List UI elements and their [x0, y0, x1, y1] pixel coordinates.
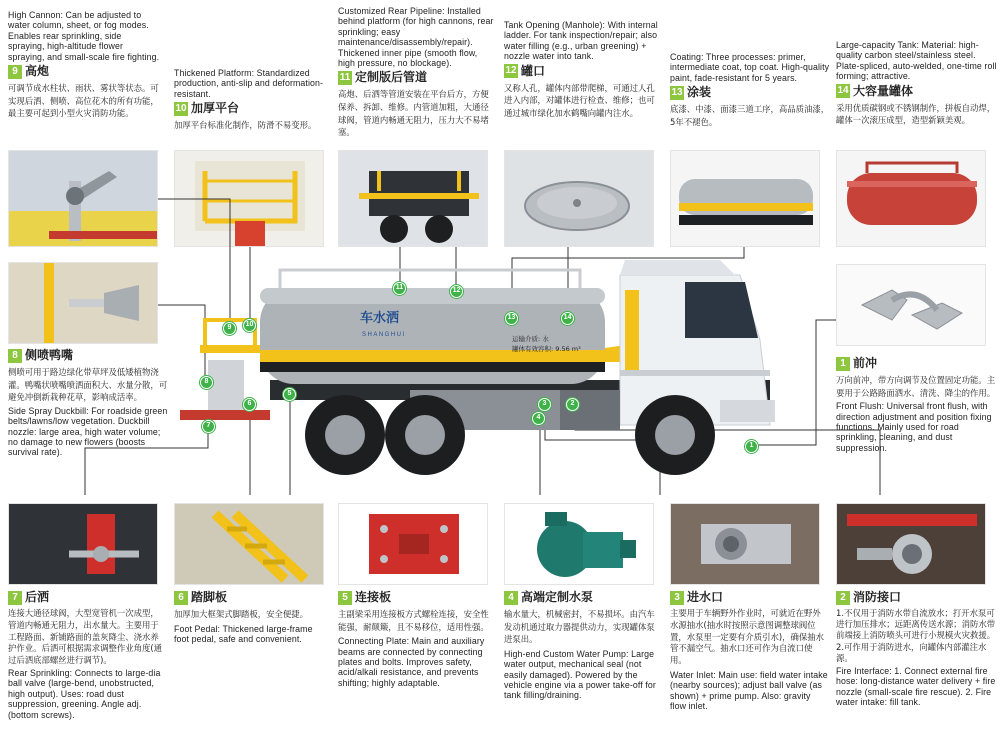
feature-11-en: Customized Rear Pipeline: Installed behind platform (for high cannons, rear sprinkling; easy maintenance/disassembly/repair). Thickened inner pipe (smooth flow, high pressure, no blockage).: [338, 6, 494, 69]
callout-dot-2: 2: [566, 398, 579, 411]
callout-dot-11: 11: [393, 282, 406, 295]
callout-dot-8: 8: [200, 376, 213, 389]
feature-3-en: Water Inlet: Main use: field water intake (nearby sources); adjust ball valve (as shown) + prime pump. Also: gravity flow inlet.: [670, 669, 828, 712]
tank-brand-cn: 车水洒: [360, 311, 400, 326]
feature-2: [836, 588, 998, 708]
feature-3-cn: 主要用于车辆野外作业时，可就近在野外水源抽水(抽水时按照示意图调整球阀位置，水泵里一定要有介质引水)，确保抽水管不漏空气。抽水口还可作为自流口使用。: [670, 608, 825, 666]
callout-dot-13: 13: [505, 312, 518, 325]
feature-5-title: 连接板: [355, 590, 392, 604]
fire-interface-illustration: [837, 504, 986, 585]
callout-dot-1: 1: [745, 440, 758, 453]
feature-10-cn: 加厚平台标准化制作，防滑不易变形。: [174, 120, 317, 131]
feature-14-cn: 采用优质碳钢或不锈钢制作，拼板自动焊，罐体一次滚压成型，造型新颖美观。: [836, 102, 996, 126]
tank-brand-en: SHANGHUI: [362, 332, 406, 338]
feature-8-en: Side Spray Duckbill: For roadside green belts/lawns/low vegetation. Duckbill nozzle: large area, high water volume; no damage to new flowers (boosts survival rate).: [8, 405, 168, 458]
feature-4: [504, 588, 660, 701]
feature-11-title: 定制版后管道: [355, 70, 428, 85]
photo-connecting-plate: [338, 503, 488, 585]
feature-9-cn: 可调节成水柱状、雨状、雾状等状态。可实现后洒、侧喷、高位花木的所有功能，最主要可起到小型火灾消防功能。: [8, 83, 159, 119]
feature-2-title: 消防接口: [853, 590, 902, 604]
callout-dot-10: 10: [243, 319, 256, 332]
feature-8-title: 侧喷鸭嘴: [25, 348, 74, 362]
callout-dot-9: 9: [223, 322, 236, 335]
feature-2-cn: 1.不仅用于消防水带自流放水；打开水泵可进行加压排水；远距离传送水源；消防水带前端接上消防喷头可进行小规模火灾救援。2.可作用于消防进水，向罐体内部灌注水源。: [836, 608, 996, 663]
water-inlet-illustration: [671, 504, 820, 585]
feature-8-number: 8: [8, 349, 22, 363]
feature-5-en: Connecting Plate: Main and auxiliary beams are connected by connecting plates and bolts. Improves safety, acid/alkali resistance, and prevents shifting; highly adaptable.: [338, 636, 485, 688]
feature-13-cn: 底漆、中漆、面漆三道工序，高品质油漆，5年不褪色。: [670, 104, 830, 127]
photo-rear-sprinkling: [8, 503, 158, 585]
feature-10-title: 加厚平台: [191, 101, 240, 116]
feature-1-title: 前冲: [853, 356, 878, 370]
feature-10-en: Thickened Platform: Standardized production, anti-slip and deformation-resistant.: [174, 68, 324, 99]
callout-dot-6: 6: [243, 398, 256, 411]
feature-11-cn: 高炮、后洒等管道安装在平台后方，方便保养、拆卸、维修。内管道加粗，大通径球阀，管道内畅通无阻力，压力大不易堵塞。: [338, 89, 489, 138]
callout-dot-3: 3: [538, 398, 551, 411]
rear-sprinkling-illustration: [9, 504, 158, 585]
feature-6-title: 踏脚板: [191, 590, 228, 604]
feature-8-cn: 侧喷可用于路边绿化带草坪及低矮植物浇灌。鸭嘴状喷嘴喷洒面积大、水量分散，可避免冲倒新栽种花草，影响成活率。: [8, 367, 168, 403]
feature-13-title: 涂装: [687, 85, 712, 100]
feature-13-number: 13: [671, 86, 683, 98]
photo-foot-pedal: [174, 503, 324, 585]
feature-4-title: 高端定制水泵: [521, 590, 594, 604]
photo-water-inlet: [670, 503, 820, 585]
feature-5: [338, 588, 494, 688]
feature-4-number: 4: [504, 591, 518, 605]
truck-illustration: [160, 250, 840, 490]
photo-water-pump: [504, 503, 654, 585]
connecting-plate-illustration: [339, 504, 488, 585]
feature-1-en: Front Flush: Universal front flush, with direction adjustment and position fixing functions. Mainly used for road sprinkling, cleaning, and dust suppression.: [836, 401, 992, 453]
feature-14-en: Large-capacity Tank: Material: high-quality carbon steel/stainless steel. Plate-spliced, auto-welded, one-time roll forming; attractive.: [836, 40, 997, 82]
callout-dot-4: 4: [532, 412, 545, 425]
feature-6: [174, 588, 328, 644]
truck-svg: [160, 250, 840, 490]
feature-2-number: 2: [836, 591, 850, 605]
feature-7-number: 7: [8, 591, 22, 605]
feature-5-number: 5: [338, 591, 352, 605]
feature-14-title: 大容量罐体: [853, 83, 914, 98]
feature-11-number: 11: [339, 71, 351, 83]
feature-9-number: 9: [8, 65, 22, 79]
tank-label-line1: 运输介质: 水: [512, 335, 549, 343]
feature-14-number: 14: [837, 85, 849, 97]
feature-13-en: Coating: Three processes: primer, intermediate coat, top coat. High-quality paint, fade-resistant for 5 years.: [670, 52, 830, 83]
feature-12-en: Tank Opening (Manhole): With internal ladder. For tank inspection/repair; also water filling (e.g., urban greening) + nozzle water into tank.: [504, 20, 658, 62]
callout-dot-7: 7: [202, 420, 215, 433]
feature-12-number: 12: [505, 65, 517, 77]
feature-9-en: High Cannon: Can be adjusted to water column, sheet, or fog modes. Enables rear sprinkling, side spraying, high-altitude flower spraying, and small-scale fire fighting.: [8, 10, 160, 62]
feature-4-cn: 输水量大，机械密封，不易损坏。由汽车发动机通过取力器提供动力，实现罐体泵进泵出。: [504, 609, 655, 645]
feature-7-en: Rear Sprinkling: Connects to large-dia ball valve (large-bend, unobstructed, high output). Uses: road dust suppression, greening. Angle adj. (bottom screws).: [8, 667, 161, 720]
photo-fire-interface: [836, 503, 986, 585]
feature-7: [8, 588, 166, 720]
feature-10-number: 10: [175, 102, 187, 114]
feature-4-en: High-end Custom Water Pump: Large water output, mechanical seal (not easily damaged). Powered by the vehicle engine via a power take-off for tank filling/draining.: [504, 648, 656, 701]
feature-6-en: Foot Pedal: Thickened large-frame foot pedal, safe and convenient.: [174, 623, 313, 644]
feature-7-cn: 连接大通径球阀，大型宽管机一次成型，管道内畅通无阻力，出水量大。主要用于工程路面、新铺路面的盖灰降尘、浇水养护作业。后洒可根据需求调整作业角度(通过后洒底部螺丝进行调节)。: [8, 608, 163, 666]
feature-5-cn: 主副梁采用连接板方式螺栓连接，安全性能强，耐颠簸，且不易移位，适用性强。: [338, 609, 489, 632]
feature-7-title: 后洒: [25, 590, 50, 604]
tank-label-line2: 罐体有效容积: 9.56 m³: [512, 345, 581, 353]
feature-2-en: Fire Interface: 1. Connect external fire hose: long-distance water delivery + fire nozzle (small-scale fire rescue). 2. Fire water intake: fill tank.: [836, 666, 996, 708]
water-pump-illustration: [505, 504, 654, 585]
feature-1-number: 1: [836, 357, 850, 371]
feature-6-cn: 加厚加大框架式脚踏板，安全便捷。: [174, 609, 308, 619]
feature-3: [670, 588, 828, 712]
feature-12-title: 罐口: [521, 63, 546, 78]
callout-dot-5: 5: [283, 388, 296, 401]
feature-9-title: 高炮: [25, 64, 50, 79]
callout-dot-14: 14: [561, 312, 574, 325]
feature-3-title: 进水口: [687, 590, 724, 604]
foot-pedal-illustration: [175, 504, 324, 585]
feature-12-cn: 又称人孔，罐体内部带爬梯，可通过人孔进入内部，对罐体进行检查、维修；也可通过城市绿化加水鹤嘴向罐内注水。: [504, 82, 655, 118]
feature-3-number: 3: [670, 591, 684, 605]
feature-1-cn: 万向前冲，带方向调节及位置固定功能。主要用于公路路面洒水、清洗、降尘的作用。: [836, 375, 996, 398]
feature-6-number: 6: [174, 591, 188, 605]
callout-dot-12: 12: [450, 285, 463, 298]
